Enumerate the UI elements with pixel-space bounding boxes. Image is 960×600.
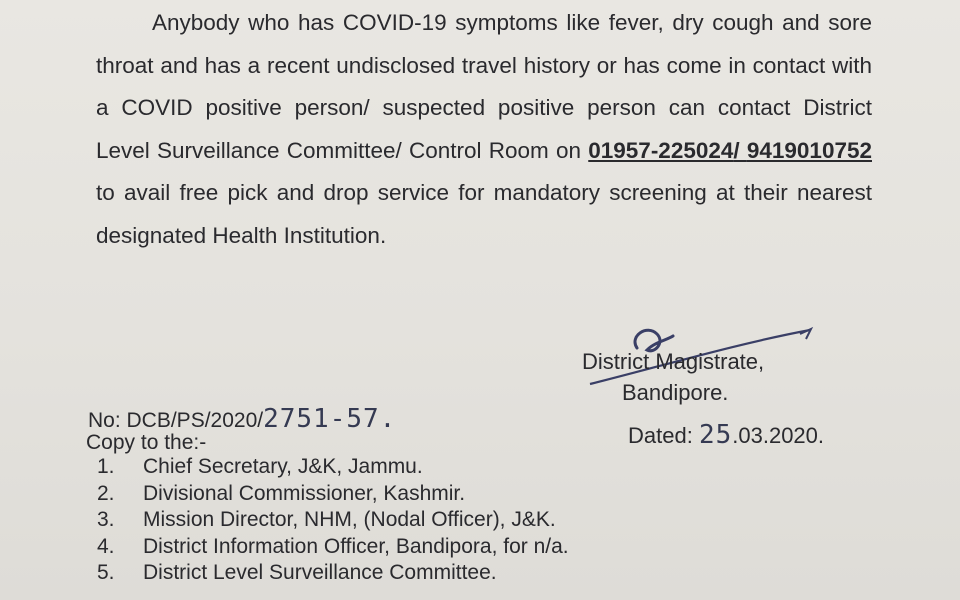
mobile-phone: 9419010752 xyxy=(746,137,872,163)
body-paragraph xyxy=(96,2,872,257)
paragraph-text-end: to avail free pick and drop service for mandatory screening at their nearest designated Health Institution. xyxy=(96,180,872,248)
copy-to-heading: Copy to the:- xyxy=(86,431,207,454)
date-rest: .03.2020. xyxy=(732,423,825,448)
designation-title: District Magistrate, xyxy=(582,349,765,374)
handwritten-ref: 2751-57. xyxy=(263,404,397,434)
list-item: 4. District Information Officer, Bandipora, for n/a. xyxy=(97,534,569,558)
list-item: 5. District Level Surveillance Committee. xyxy=(97,561,497,584)
phone-separator: / xyxy=(733,137,747,163)
date-label: Dated: xyxy=(628,423,693,448)
list-item: 1. Chief Secretary, J&K, Jammu. xyxy=(97,455,423,478)
handwritten-day: 25 xyxy=(698,420,733,450)
designation-place: Bandipore. xyxy=(622,380,729,405)
date-line xyxy=(628,420,824,450)
list-item: 3. Mission Director, NHM, (Nodal Officer), J&K. xyxy=(97,508,556,531)
list-item: 2. Divisional Commissioner, Kashmir. xyxy=(97,481,466,505)
paragraph-text: Anybody who has COVID-19 symptoms like fever, dry cough and sore throat and has a recent undisclosed travel history or has come in contact with a COVID positive person/ suspected positive person can contact District Level Surveillance Committee/ Control Room on xyxy=(96,10,872,163)
copy-to-list xyxy=(97,454,569,587)
reference-label: No: DCB/PS/2020/ xyxy=(88,409,264,432)
control-room-phone: 01957-225024 xyxy=(588,137,734,163)
reference-number xyxy=(88,404,396,434)
